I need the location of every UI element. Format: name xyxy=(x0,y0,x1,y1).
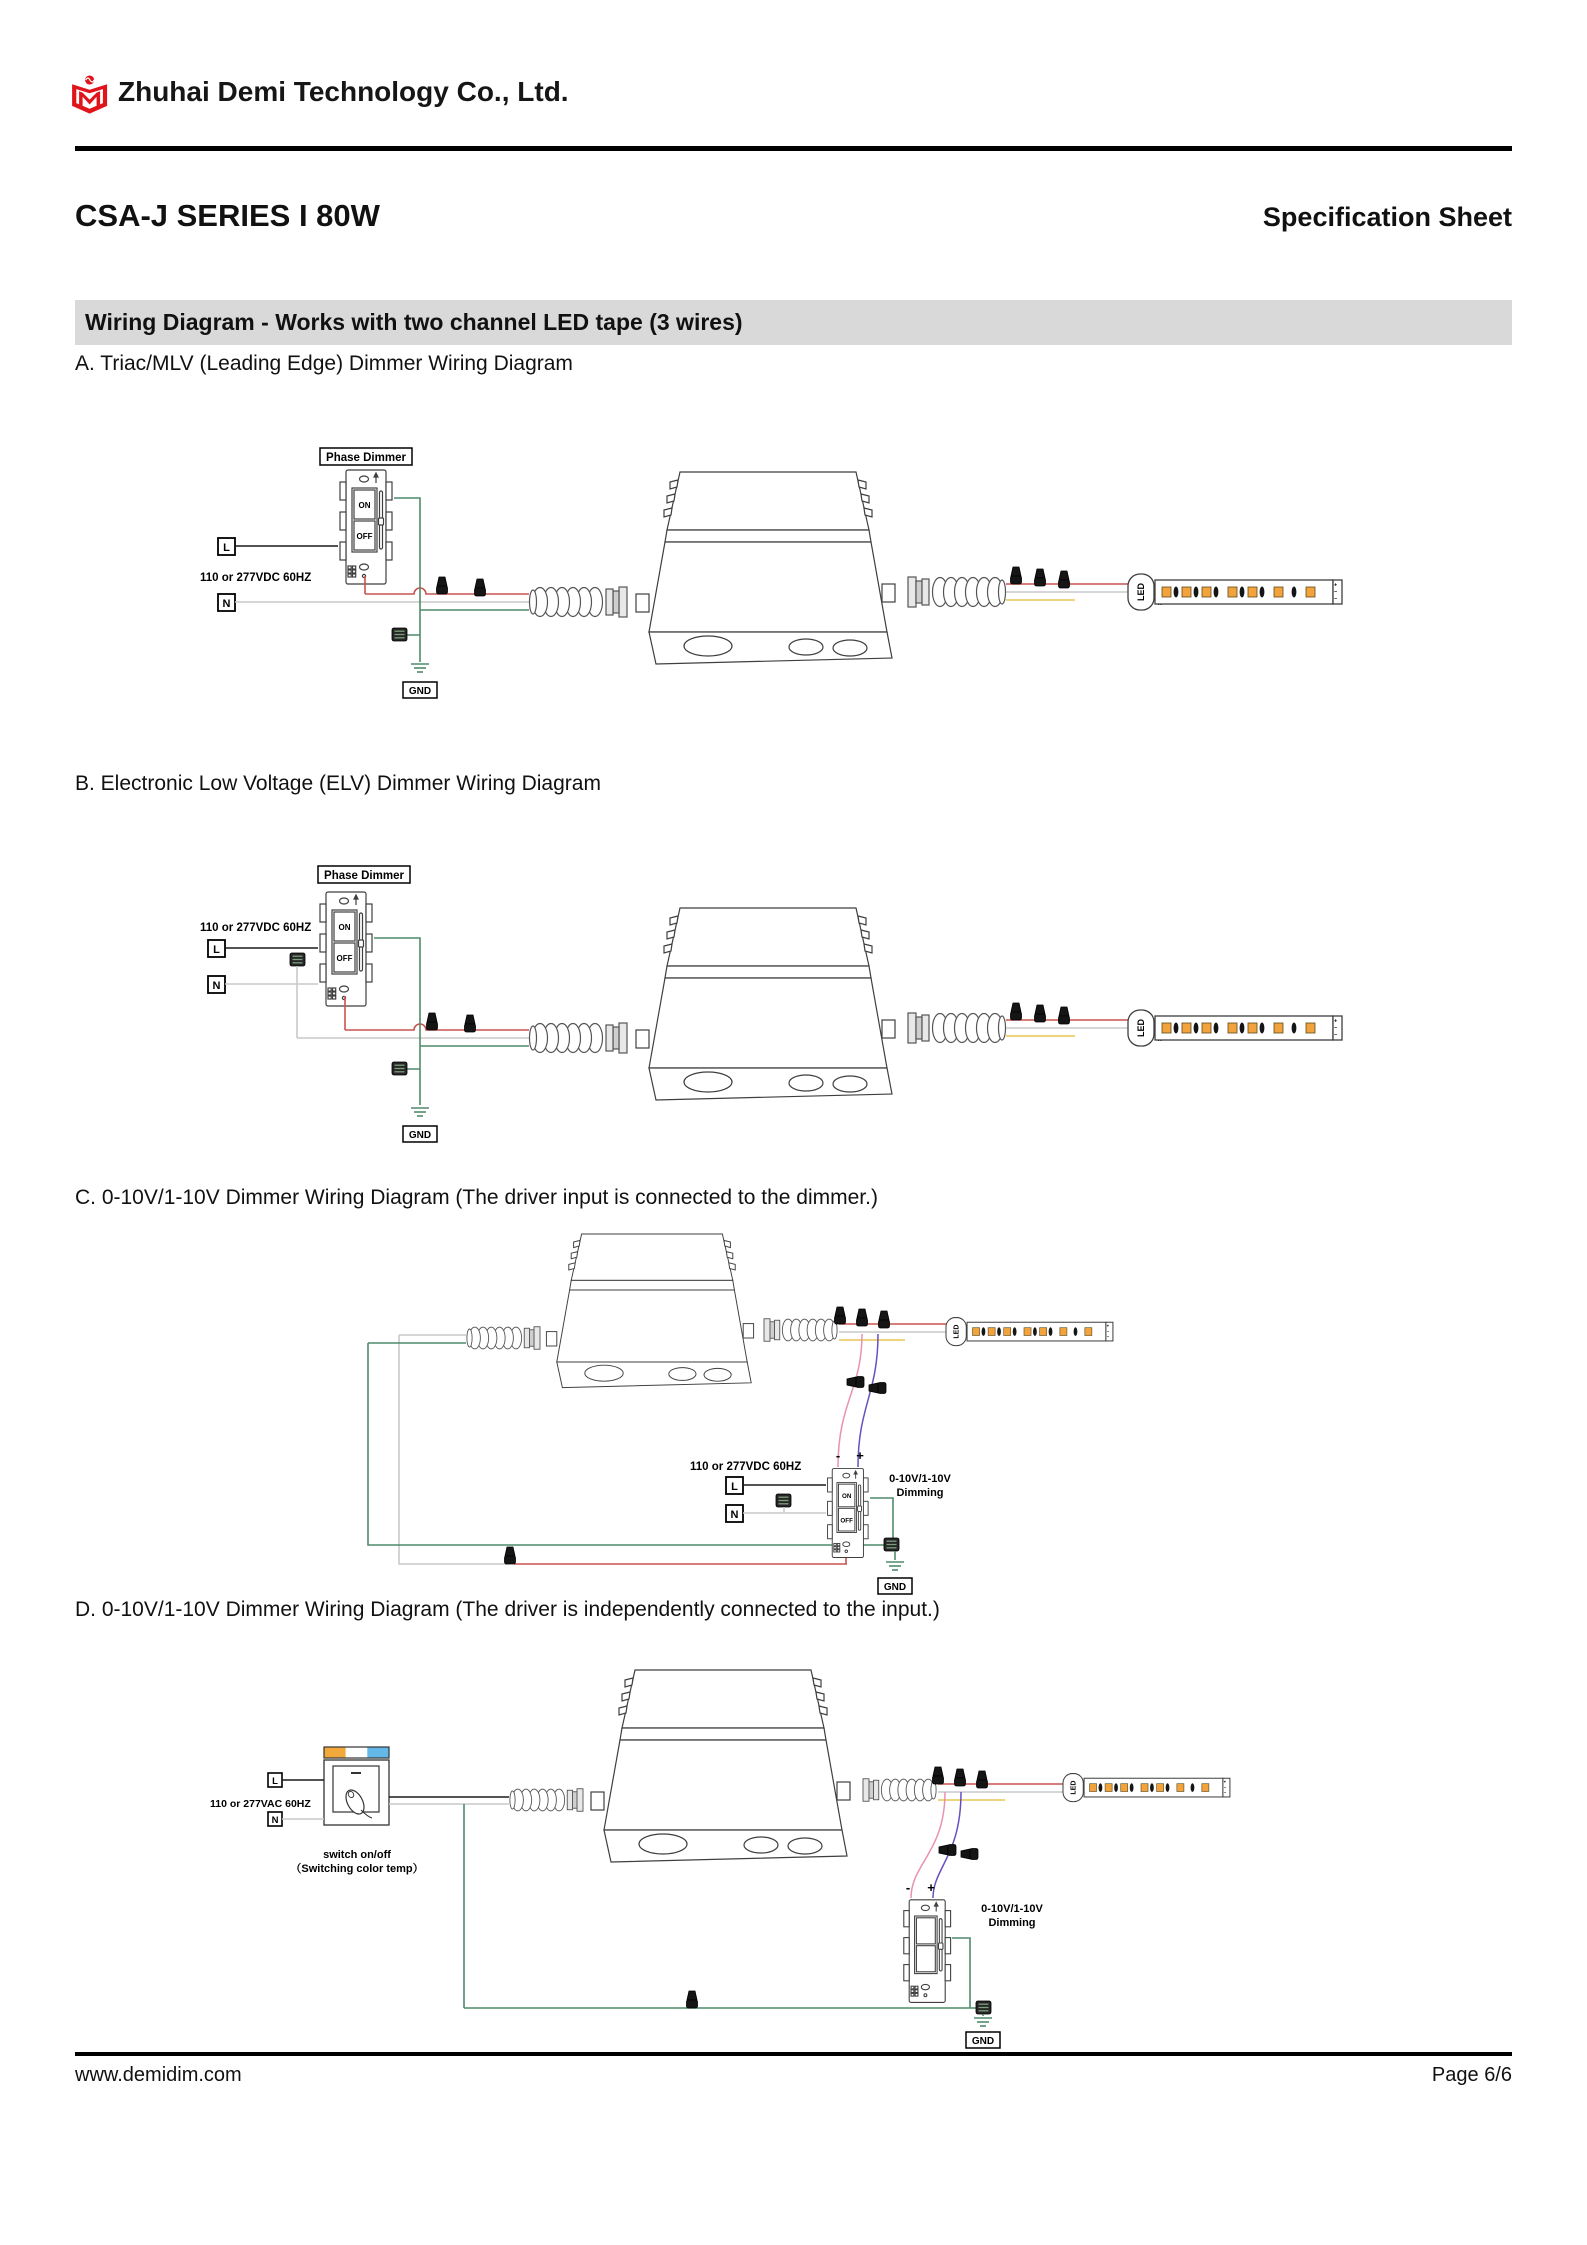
minus-label: - xyxy=(835,1448,841,1463)
diagram-c xyxy=(0,1230,1587,1600)
led-driver-icon xyxy=(591,1670,850,1862)
earth-symbol xyxy=(411,1108,429,1116)
heading-b: B. Electronic Low Voltage (ELV) Dimmer Wiring Diagram xyxy=(75,772,601,795)
ground-terminal-icon xyxy=(392,1062,407,1075)
diagram-d xyxy=(0,1640,1587,2060)
ground-terminal-icon xyxy=(392,628,407,641)
phase-dimmer-label: Phase Dimmer xyxy=(324,870,404,882)
led-strip-icon xyxy=(1063,1774,1230,1802)
company-logo xyxy=(70,72,112,116)
conduit-icon xyxy=(530,587,628,617)
wire-nut-icon xyxy=(939,1845,956,1856)
switch-caption-1: switch on/off xyxy=(323,1849,391,1861)
wire-nut-icon xyxy=(847,1377,864,1388)
heading-d: D. 0-10V/1-10V Dimmer Wiring Diagram (The driver is independently connected to the input.) xyxy=(75,1598,940,1621)
supply-label: 110 or 277VDC 60HZ xyxy=(200,572,312,584)
led-driver-icon xyxy=(546,1234,753,1388)
wire-nut-icon xyxy=(961,1849,978,1860)
wire-nut-icon xyxy=(835,1307,846,1324)
dimmer-icon xyxy=(904,1900,951,2003)
plus-label: + xyxy=(856,1448,864,1463)
supply-label: 110 or 277VAC 60HZ xyxy=(210,1798,311,1810)
doc-type-title: Specification Sheet xyxy=(1262,202,1512,232)
input-terminal-icon xyxy=(290,953,305,966)
wire-nut-icon xyxy=(933,1767,944,1784)
minus-label: - xyxy=(905,1880,911,1895)
led-driver-icon xyxy=(636,908,895,1100)
dimming-label-2: Dimming xyxy=(988,1917,1036,1929)
header-rule xyxy=(75,146,1512,151)
line-box: L xyxy=(223,542,230,554)
ground-terminal-icon xyxy=(976,2001,991,2014)
conduit-icon xyxy=(530,1023,628,1053)
conduit-icon xyxy=(908,1013,1006,1043)
supply-label: 110 or 277VDC 60HZ xyxy=(690,1461,802,1473)
led-strip-icon xyxy=(1128,574,1342,610)
dimming-label-1: 0-10V/1-10V xyxy=(981,1903,1043,1915)
wire-nut-icon xyxy=(1059,1007,1070,1024)
led-strip-icon xyxy=(946,1318,1113,1346)
line-box: L xyxy=(272,1776,278,1787)
wire-nut-icon xyxy=(437,577,448,594)
heading-a: A. Triac/MLV (Leading Edge) Dimmer Wiring Diagram xyxy=(75,352,573,375)
wire-nut-icon xyxy=(465,1015,476,1032)
line-box: L xyxy=(213,944,220,956)
wire-nut-icon xyxy=(869,1383,886,1394)
led-strip-icon xyxy=(1128,1010,1342,1046)
wire-nut-icon xyxy=(1059,571,1070,588)
dimmer-icon xyxy=(828,1469,869,1558)
switch-caption-2: （Switching color temp） xyxy=(290,1863,424,1875)
color-temp-switch-icon xyxy=(324,1747,389,1825)
dimmer-icon xyxy=(320,892,372,1006)
diagram-a xyxy=(0,430,1587,740)
footer-page-number: Page 6/6 xyxy=(1431,2064,1512,2086)
neutral-box: N xyxy=(222,598,231,610)
conduit-icon xyxy=(764,1319,837,1342)
plus-label: + xyxy=(927,1880,935,1895)
supply-label: 110 or 277VDC 60HZ xyxy=(200,922,312,934)
wire-nut-icon xyxy=(427,1013,438,1030)
footer-rule xyxy=(75,2052,1512,2056)
wire-nut-icon xyxy=(1035,569,1046,586)
dimming-label-1: 0-10V/1-10V xyxy=(889,1473,951,1485)
line-box: L xyxy=(731,1481,738,1493)
gnd-label: GND xyxy=(971,2036,995,2047)
diagram-b xyxy=(0,850,1587,1170)
input-terminal-icon xyxy=(776,1494,791,1507)
earth-symbol xyxy=(411,664,429,672)
section-banner: Wiring Diagram - Works with two channel LED tape (3 wires) xyxy=(75,300,1512,345)
phase-dimmer-label: Phase Dimmer xyxy=(326,452,406,464)
wire-nut-icon xyxy=(977,1771,988,1788)
wire-nut-icon xyxy=(1035,1005,1046,1022)
earth-symbol xyxy=(886,1562,904,1570)
wire-nut-icon xyxy=(857,1309,868,1326)
heading-c: C. 0-10V/1-10V Dimmer Wiring Diagram (The driver input is connected to the dimmer.) xyxy=(75,1186,878,1209)
company-name: Zhuhai Demi Technology Co., Ltd. xyxy=(118,76,569,107)
conduit-icon xyxy=(510,1789,583,1812)
dimmer-icon xyxy=(340,470,392,584)
footer-website: www.demidim.com xyxy=(75,2064,242,2086)
gnd-label: GND xyxy=(408,1130,432,1141)
neutral-box: N xyxy=(730,1509,739,1521)
conduit-icon xyxy=(908,577,1006,607)
wire-nut-icon xyxy=(1011,567,1022,584)
neutral-box: N xyxy=(212,980,221,992)
gnd-label: GND xyxy=(408,686,432,697)
dimming-label-2: Dimming xyxy=(896,1487,944,1499)
wire-nut-icon xyxy=(687,1991,698,2008)
product-title: CSA-J SERIES I 80W xyxy=(75,198,380,233)
led-driver-icon xyxy=(636,472,895,664)
wire-nut-icon xyxy=(1011,1003,1022,1020)
wire-nut-icon xyxy=(879,1311,890,1328)
conduit-icon xyxy=(863,1779,936,1802)
gnd-label: GND xyxy=(883,1582,907,1593)
wire-nut-icon xyxy=(475,579,486,596)
conduit-icon xyxy=(467,1327,540,1350)
earth-symbol xyxy=(974,2018,992,2026)
ground-terminal-icon xyxy=(884,1538,899,1551)
wire-nut-icon xyxy=(955,1769,966,1786)
neutral-box: N xyxy=(271,1815,279,1826)
wire-nut-icon xyxy=(505,1547,516,1564)
